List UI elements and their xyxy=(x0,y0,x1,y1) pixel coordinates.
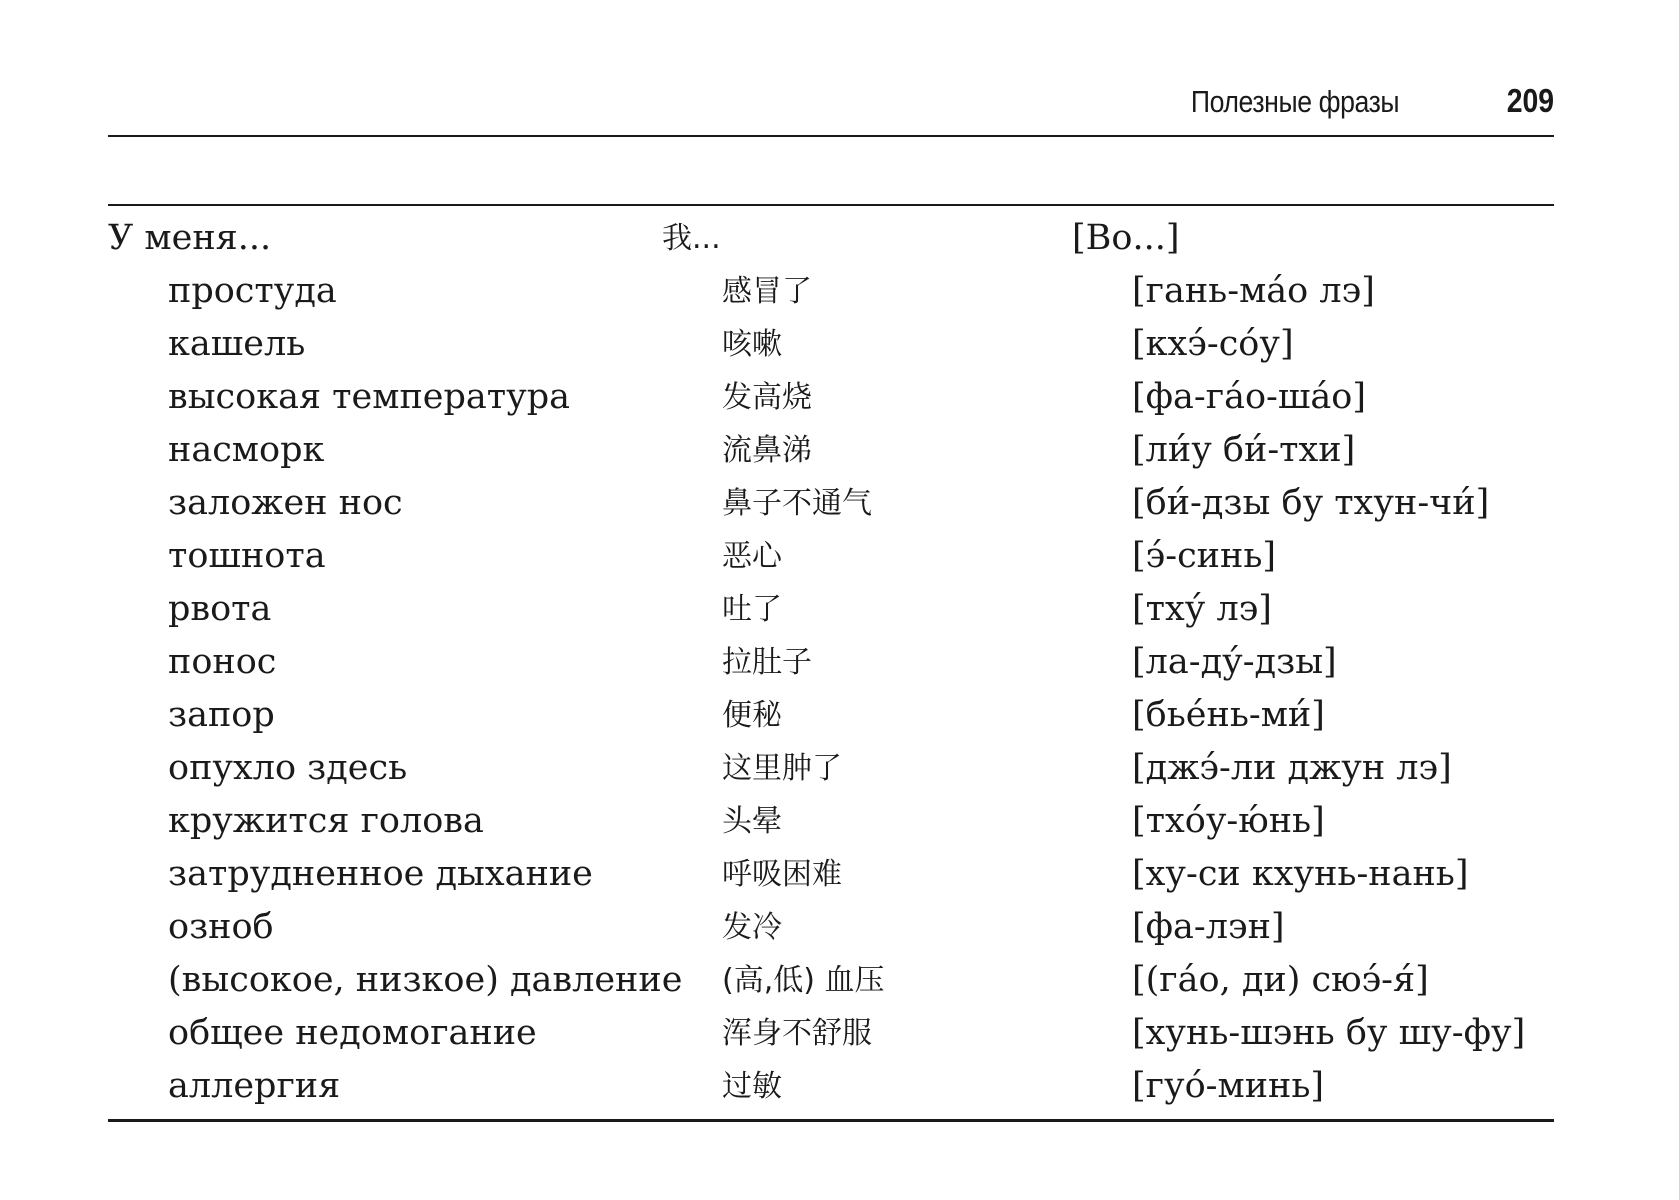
row-russian: (высокое, низкое) давление xyxy=(168,960,683,1000)
row-pronunciation: [хунь-шэнь бу шу-фу] xyxy=(1132,1013,1526,1053)
phrase-table xyxy=(108,204,1554,1122)
row-russian: опухло здесь xyxy=(168,748,408,788)
table-row xyxy=(108,1007,1554,1060)
table-heading-row xyxy=(108,212,1554,265)
table-row xyxy=(108,583,1554,636)
row-chinese: (高,低) 血压 xyxy=(722,963,885,998)
row-russian: общее недомогание xyxy=(168,1013,537,1053)
section-title: Полезные фразы xyxy=(1190,84,1399,119)
table-row xyxy=(108,636,1554,689)
row-russian: запор xyxy=(168,695,275,735)
table-row xyxy=(108,530,1554,583)
row-chinese: 过敏 xyxy=(722,1069,782,1104)
row-pronunciation: [би́-дзы бу тхун-чи́] xyxy=(1132,483,1490,523)
row-pronunciation: [гань-ма́о лэ] xyxy=(1132,271,1375,311)
page-header xyxy=(108,78,1554,138)
row-pronunciation: [бье́нь-ми́] xyxy=(1132,695,1325,735)
row-pronunciation: [гуо́-минь] xyxy=(1132,1066,1325,1106)
table-row xyxy=(108,848,1554,901)
table-row xyxy=(108,954,1554,1007)
row-chinese: 鼻子不通气 xyxy=(722,486,872,521)
table-row xyxy=(108,477,1554,530)
row-chinese: 拉肚子 xyxy=(722,645,812,680)
row-chinese: 呼吸困难 xyxy=(722,857,842,892)
table-row xyxy=(108,689,1554,742)
row-chinese: 发高烧 xyxy=(722,380,812,415)
row-russian: заложен нос xyxy=(168,483,403,523)
page-number: 209 xyxy=(1506,82,1554,119)
table-row xyxy=(108,1060,1554,1113)
heading-chinese: 我... xyxy=(662,221,721,256)
row-pronunciation: [ли́у би́-тхи] xyxy=(1132,430,1356,470)
row-pronunciation: [кхэ́-со́у] xyxy=(1132,324,1294,364)
row-pronunciation: [ла-ду́-дзы] xyxy=(1132,642,1337,682)
row-pronunciation: [джэ́-ли джун лэ] xyxy=(1132,748,1452,788)
row-russian: насморк xyxy=(168,430,325,470)
row-pronunciation: [фа-лэн] xyxy=(1132,907,1285,947)
row-pronunciation: [э́-синь] xyxy=(1132,536,1277,576)
row-pronunciation: [фа-га́о-ша́о] xyxy=(1132,377,1366,417)
header-rule xyxy=(108,135,1554,137)
table-row xyxy=(108,318,1554,371)
row-chinese: 感冒了 xyxy=(722,274,812,309)
table-row xyxy=(108,901,1554,954)
row-russian: тошнота xyxy=(168,536,326,576)
row-chinese: 恶心 xyxy=(722,539,782,574)
row-russian: кашель xyxy=(168,324,306,364)
row-pronunciation: [(га́о, ди) сюэ́-я́] xyxy=(1132,960,1429,1000)
row-chinese: 发冷 xyxy=(722,910,782,945)
row-russian: затрудненное дыхание xyxy=(168,854,593,894)
row-pronunciation: [тхо́у-ю́нь] xyxy=(1132,801,1325,841)
row-russian: озноб xyxy=(168,907,274,947)
row-chinese: 浑身不舒服 xyxy=(722,1016,872,1051)
row-chinese: 便秘 xyxy=(722,698,782,733)
table-row xyxy=(108,371,1554,424)
table-row xyxy=(108,742,1554,795)
heading-russian: У меня... xyxy=(108,218,272,258)
row-chinese: 头晕 xyxy=(722,804,782,839)
row-chinese: 咳嗽 xyxy=(722,327,782,362)
table-row xyxy=(108,265,1554,318)
row-russian: высокая температура xyxy=(168,377,571,417)
row-russian: аллергия xyxy=(168,1066,341,1106)
row-pronunciation: [тху́ лэ] xyxy=(1132,589,1272,629)
row-chinese: 流鼻涕 xyxy=(722,433,812,468)
row-russian: простуда xyxy=(168,271,337,311)
row-russian: понос xyxy=(168,642,277,682)
table-row xyxy=(108,795,1554,848)
row-russian: рвота xyxy=(168,589,272,629)
table-row xyxy=(108,424,1554,477)
row-russian: кружится голова xyxy=(168,801,484,841)
row-pronunciation: [ху-си кхунь-нань] xyxy=(1132,854,1469,894)
heading-pronunciation: [Во...] xyxy=(1072,218,1180,258)
row-chinese: 吐了 xyxy=(722,592,782,627)
row-chinese: 这里肿了 xyxy=(722,751,842,786)
